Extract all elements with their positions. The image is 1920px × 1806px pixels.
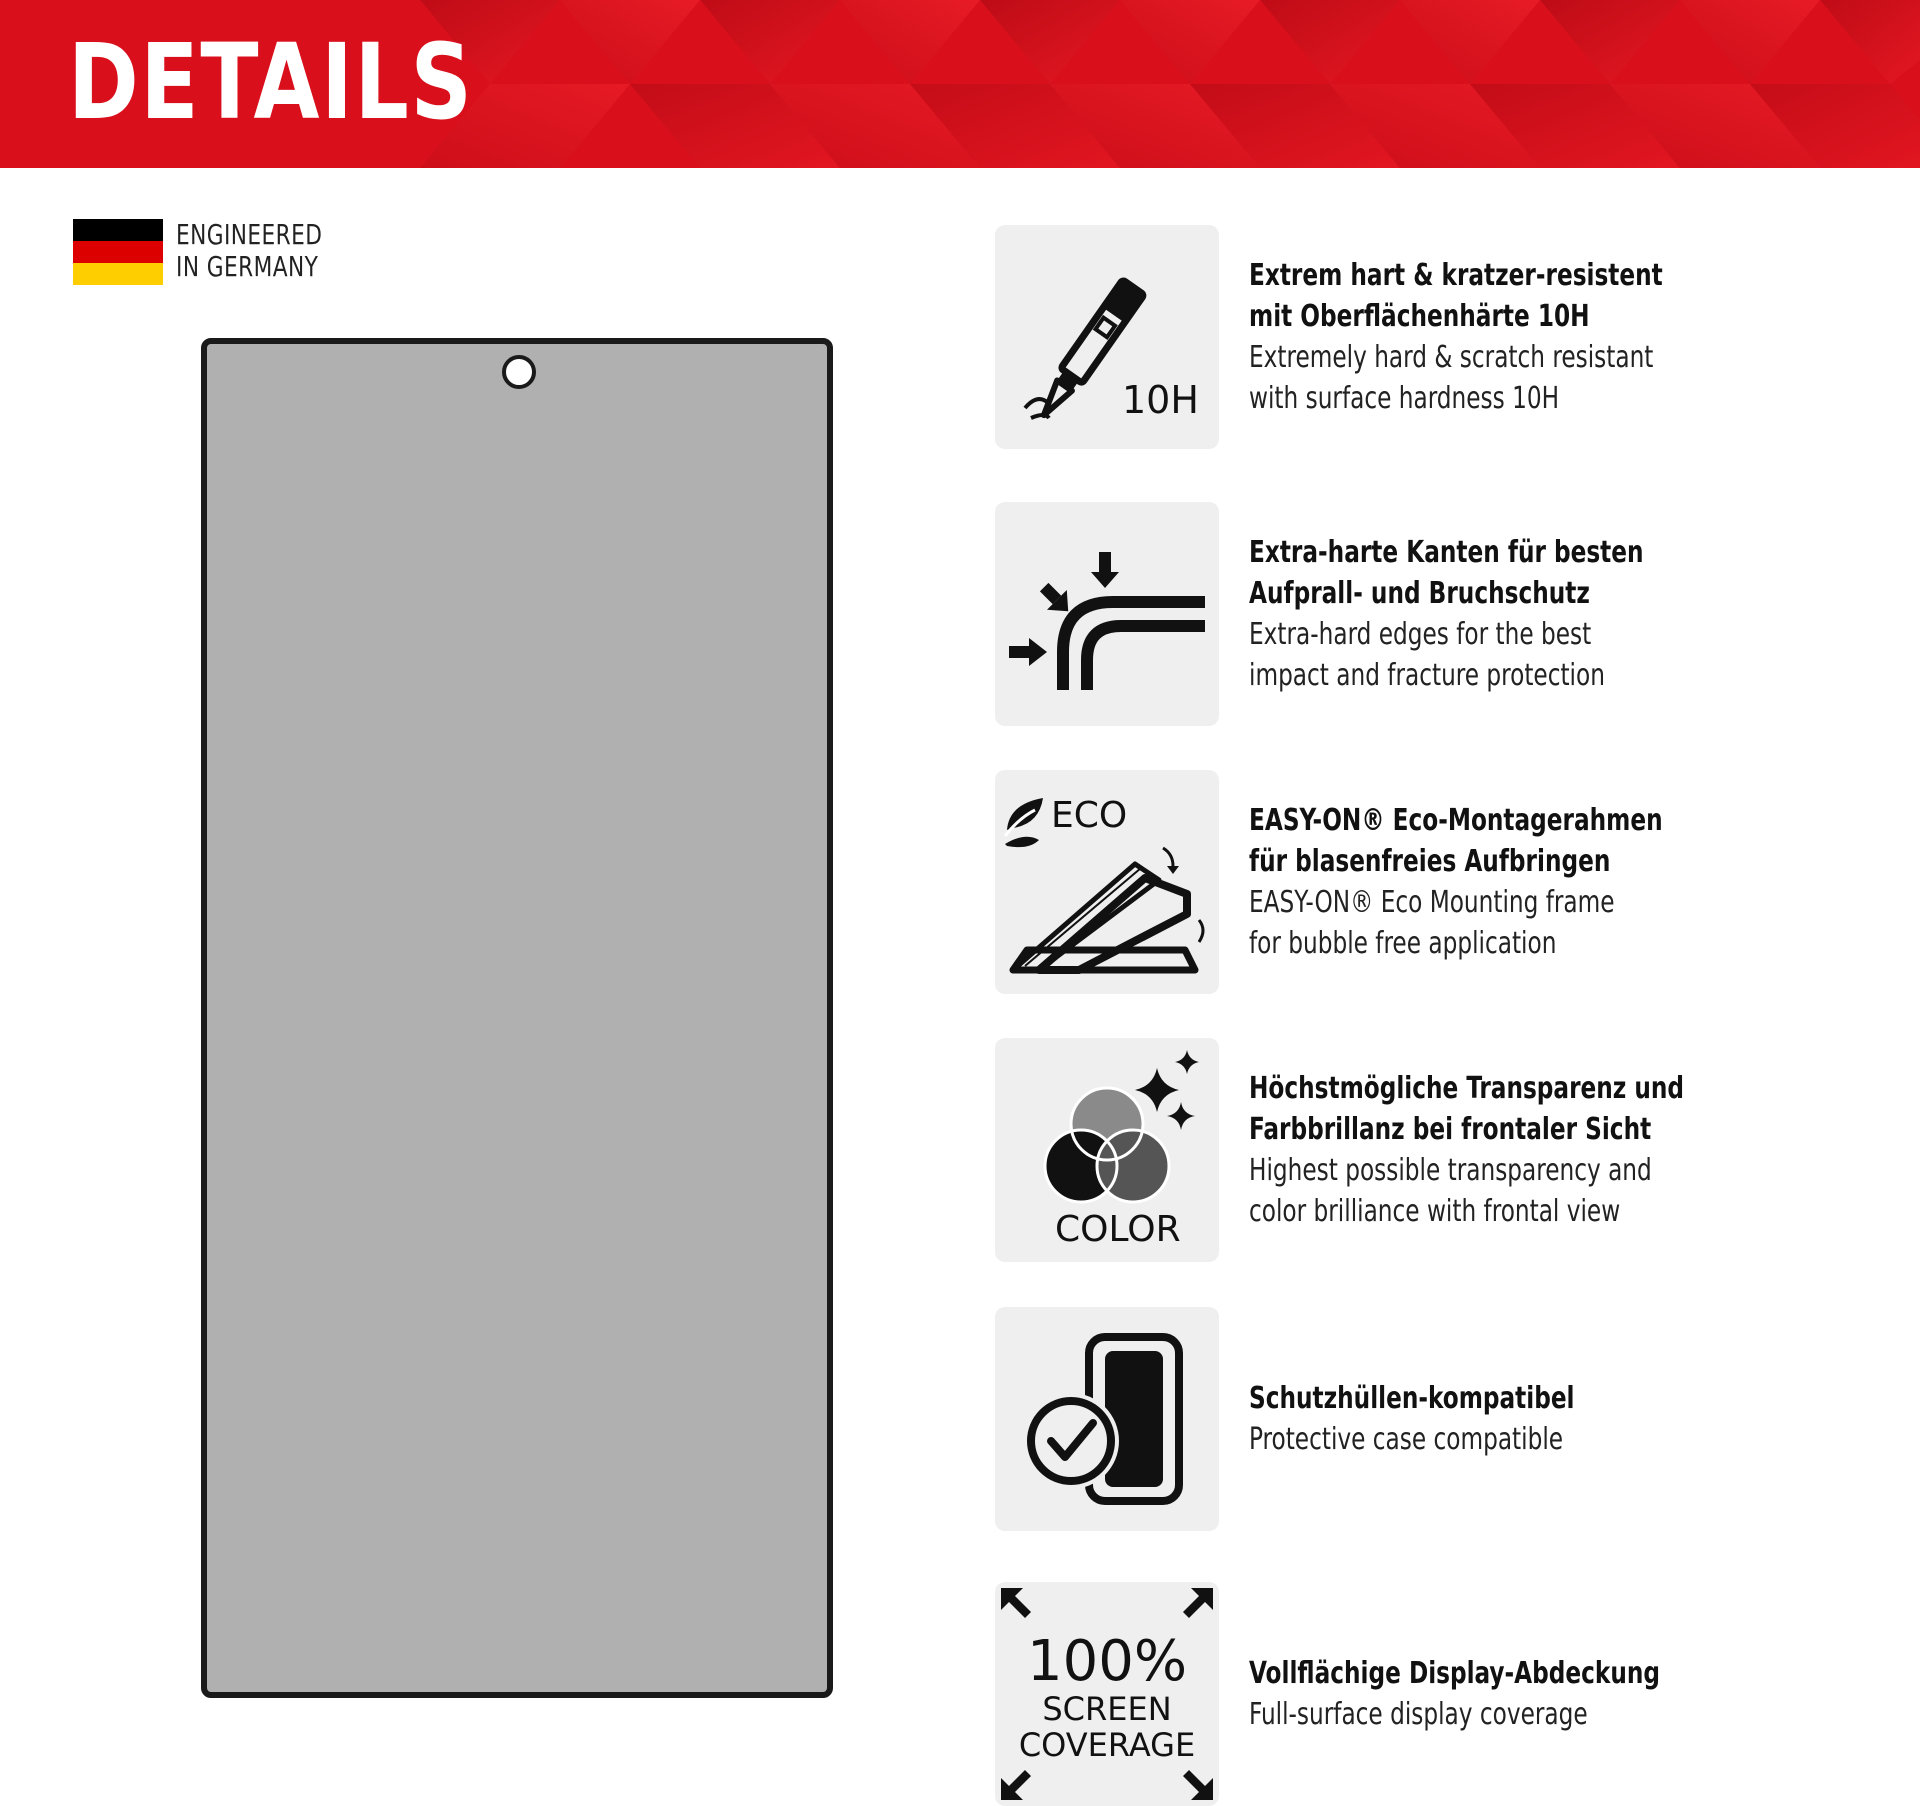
icon-label-coverage: COVERAGE xyxy=(1018,1726,1196,1764)
icon-panel xyxy=(995,225,1219,449)
feature-color-brilliance xyxy=(995,1038,1855,1262)
case-compatible-check-icon xyxy=(995,1307,1219,1531)
icon-label-10h: 10H xyxy=(1122,378,1199,422)
page-title: DETAILS xyxy=(68,21,474,143)
feature-hardness xyxy=(995,225,1855,449)
feature-title-en: with surface hardness 10H xyxy=(1249,381,1560,416)
germany-flag-icon xyxy=(73,219,163,285)
icon-panel xyxy=(995,1307,1219,1531)
feature-title-de: EASY-ON® Eco-Montagerahmen xyxy=(1249,803,1663,838)
feature-hard-edges xyxy=(995,502,1855,726)
icon-panel xyxy=(995,770,1219,994)
feature-title-de: Aufprall- und Bruchschutz xyxy=(1249,576,1590,611)
feature-title-en: Full-surface display coverage xyxy=(1249,1697,1588,1732)
feature-title-de: Extra-harte Kanten für besten xyxy=(1249,535,1644,570)
feature-title-en: Extra-hard edges for the best xyxy=(1249,617,1592,652)
feature-title-en: Protective case compatible xyxy=(1249,1422,1564,1457)
feature-title-en: impact and fracture protection xyxy=(1249,658,1605,693)
feature-title-en: for bubble free application xyxy=(1249,926,1557,961)
icon-label-percent: 100% xyxy=(1026,1629,1188,1694)
icon-label-color: COLOR xyxy=(1055,1209,1181,1250)
feature-title-en: color brilliance with frontal view xyxy=(1249,1194,1621,1229)
feature-title-de: Extrem hart & kratzer-resistent xyxy=(1249,258,1663,293)
feature-title-de: mit Oberflächenhärte 10H xyxy=(1249,299,1590,334)
icon-panel xyxy=(995,1038,1219,1262)
feature-title-de: Höchstmögliche Transparenz und xyxy=(1249,1071,1685,1106)
engineered-label: ENGINEERED xyxy=(176,218,323,251)
feature-title-en: Extremely hard & scratch resistant xyxy=(1249,340,1654,375)
feature-eco-mounting xyxy=(995,770,1855,994)
full-coverage-arrows-icon xyxy=(995,1582,1219,1806)
feature-title-de: Vollflächige Display-Abdeckung xyxy=(1249,1656,1660,1691)
scalpel-hardness-icon xyxy=(995,225,1219,449)
header-banner xyxy=(0,0,1920,168)
icon-label-eco: ECO xyxy=(1051,795,1128,836)
eco-mounting-frame-icon xyxy=(995,770,1219,994)
screen-protector-illustration xyxy=(201,338,833,1698)
icon-panel xyxy=(995,502,1219,726)
icon-label-screen: SCREEN xyxy=(1042,1690,1172,1728)
color-circles-sparkle-icon xyxy=(995,1038,1219,1262)
feature-title-de: für blasenfreies Aufbringen xyxy=(1249,844,1611,879)
camera-cutout xyxy=(502,355,536,389)
feature-case-compatible xyxy=(995,1307,1855,1531)
feature-title-en: Highest possible transparency and xyxy=(1249,1153,1652,1188)
feature-full-coverage xyxy=(995,1582,1855,1806)
feature-title-en: EASY-ON® Eco Mounting frame xyxy=(1249,885,1615,920)
feature-title-de: Farbbrillanz bei frontaler Sicht xyxy=(1249,1112,1652,1147)
feature-title-de: Schutzhüllen-kompatibel xyxy=(1249,1381,1575,1416)
hard-edges-arrows-icon xyxy=(995,502,1219,726)
in-germany-label: IN GERMANY xyxy=(176,250,319,283)
icon-panel xyxy=(995,1582,1219,1806)
